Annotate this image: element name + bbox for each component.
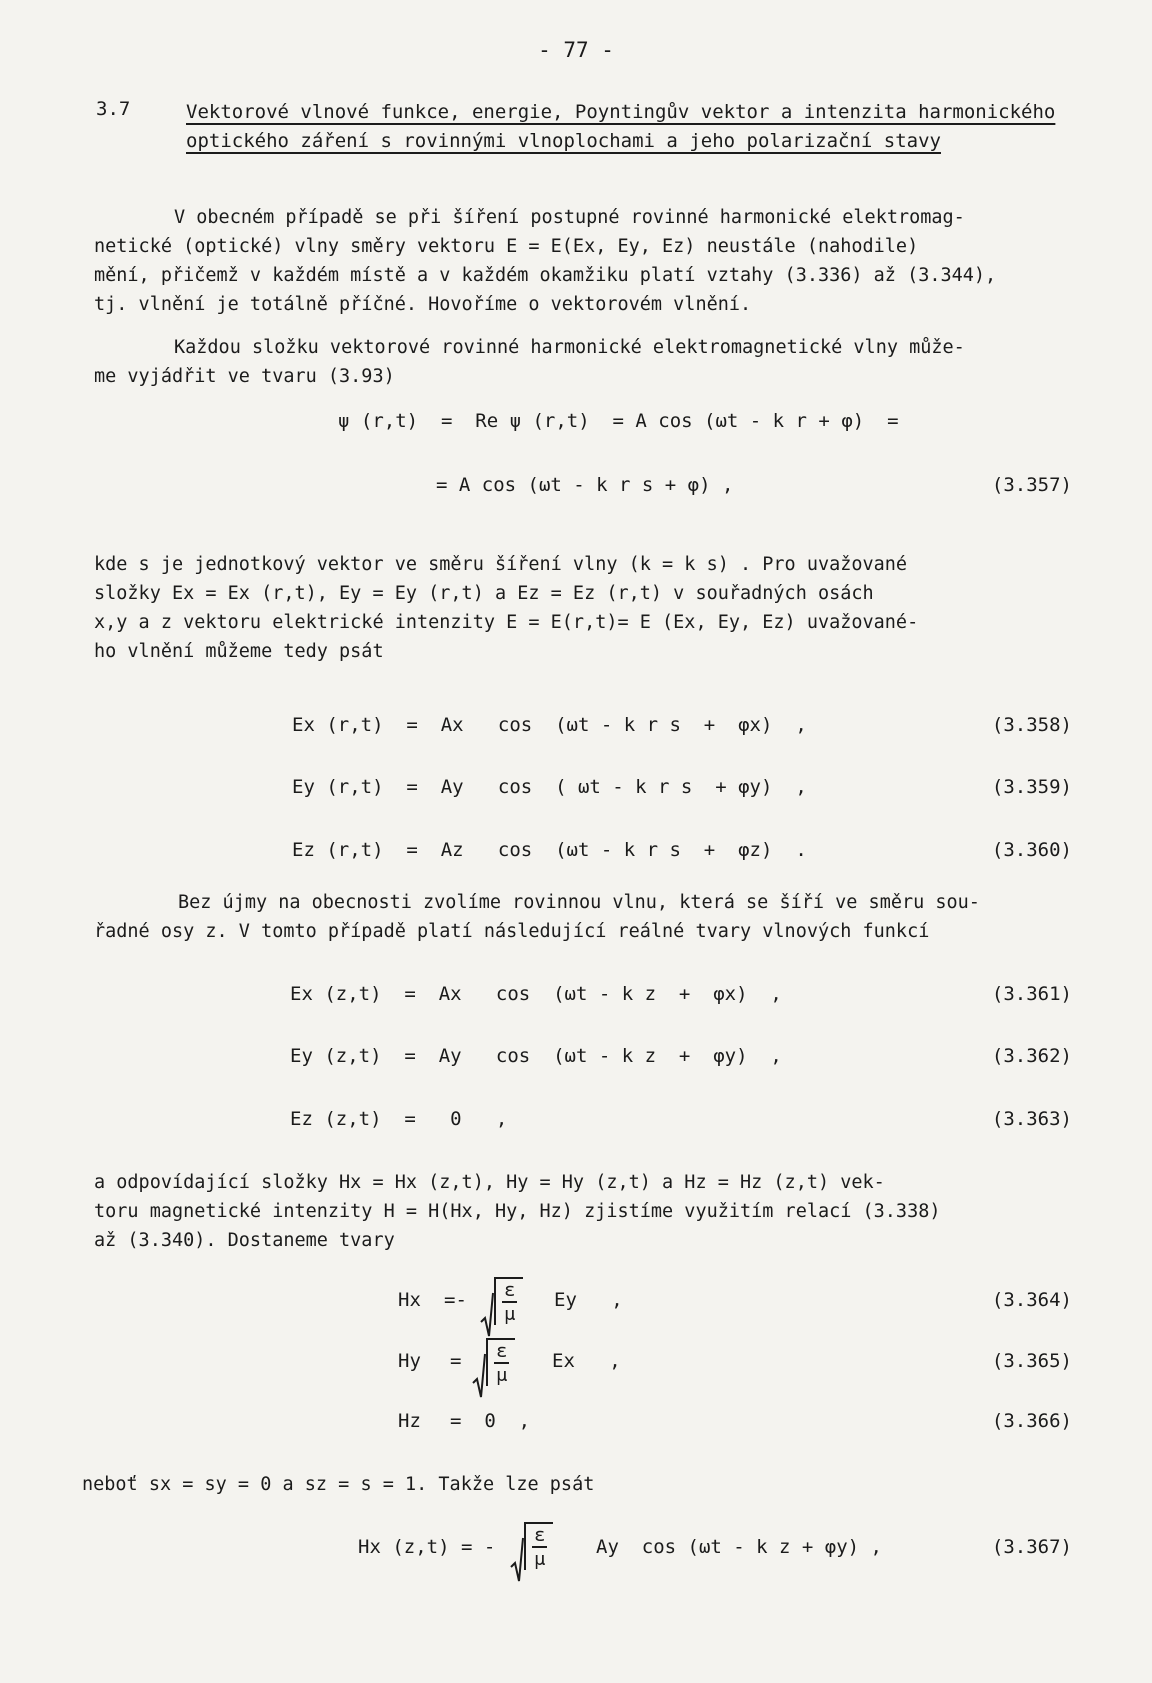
equation-lhs: Hz <box>398 1410 421 1432</box>
radical-sign-icon <box>480 1292 494 1338</box>
fraction-numerator: ε <box>504 1279 516 1301</box>
equation-lhs: Hy <box>398 1350 421 1372</box>
equation-sign: = 0 , <box>450 1410 531 1432</box>
equation-sign: =- <box>444 1289 467 1311</box>
equation-number: (3.362) <box>991 1045 1072 1067</box>
equation-row <box>0 410 1152 442</box>
square-root <box>510 1522 553 1583</box>
equation-number: (3.359) <box>991 776 1072 798</box>
equation-number: (3.361) <box>991 983 1072 1005</box>
equation-text: Ey (z,t) = Ay cos (ωt - k z + φy) , <box>290 1045 782 1067</box>
radical-sign-icon <box>472 1353 486 1399</box>
square-root <box>472 1338 515 1399</box>
equation-row <box>0 839 1152 871</box>
paragraph-4: Bez újmy na obecnosti zvolíme rovinnou vlnu, která se šíří ve směru sou- řadné osy z. V tomto případě platí následující reálné tvary vlnových funkcí <box>94 892 980 942</box>
equation-row <box>0 776 1152 808</box>
equation-number: (3.364) <box>991 1289 1072 1311</box>
page-number: - 77 - <box>538 38 614 62</box>
section-number: 3.7 <box>96 98 131 120</box>
fraction-denominator: μ <box>496 1364 508 1386</box>
equation-number: (3.360) <box>991 839 1072 861</box>
equation-text: = A cos (ωt - k r s + φ) , <box>436 474 734 496</box>
equation-lhs: Hx <box>398 1289 421 1311</box>
fraction-numerator: ε <box>534 1524 546 1546</box>
fraction <box>494 1277 523 1325</box>
equation-row <box>0 1045 1152 1077</box>
equation-row <box>0 983 1152 1015</box>
equation-number: (3.363) <box>991 1108 1072 1130</box>
equation-row <box>0 1108 1152 1140</box>
equation-sign: = <box>450 1350 462 1372</box>
equation-text: Ey (r,t) = Ay cos ( ωt - k r s + φy) , <box>292 776 807 798</box>
fraction-denominator: μ <box>534 1548 546 1570</box>
equation-row <box>0 714 1152 746</box>
section-title <box>186 98 1076 156</box>
paragraph-5: a odpovídající složky Hx = Hx (z,t), Hy = Hy (z,t) a Hz = Hz (z,t) vek- toru magnetické intenzity H = H(Hx, Hy, Hz) zjistíme využitím relací (3.338) až (3.340). Dostaneme tvary <box>94 1172 941 1251</box>
fraction-numerator: ε <box>496 1340 508 1362</box>
equation-text: Ex (r,t) = Ax cos (ωt - k r s + φx) , <box>292 714 807 736</box>
section-title-text: Vektorové vlnové funkce, energie, Poyntingův vektor a intenzita harmonického optického záření s rovinnými vlnoplochami a jeho polarizační stavy <box>186 101 1056 152</box>
equation-lhs: Hx (z,t) = - <box>358 1536 496 1558</box>
fraction <box>524 1522 553 1570</box>
equation-rhs: Ex , <box>552 1350 621 1372</box>
equation-number: (3.357) <box>991 474 1072 496</box>
paragraph-3: kde s je jednotkový vektor ve směru šíření vlny (k = k s) . Pro uvažované složky Ex = Ex (r,t), Ey = Ey (r,t) a Ez = Ez (r,t) v souřadných osách x,y a z vektoru elektrické intenzity E = E(r,t)= E (Ex, Ey, Ez) uvažované- ho vlnění můžeme tedy psát <box>94 554 919 662</box>
square-root <box>480 1277 523 1338</box>
equation-row <box>0 1277 1152 1333</box>
equation-number: (3.365) <box>991 1350 1072 1372</box>
fraction <box>486 1338 515 1386</box>
paragraph-2: Každou složku vektorové rovinné harmonické elektromagnetické vlny může- me vyjádřit ve tvaru (3.93) <box>94 337 965 387</box>
equation-row <box>0 1522 1152 1578</box>
equation-row <box>0 474 1152 506</box>
equation-row <box>0 1338 1152 1394</box>
fraction-denominator: μ <box>504 1303 516 1325</box>
equation-number: (3.366) <box>991 1410 1072 1432</box>
equation-text: ψ (r,t) = Re ψ (r,t) = A cos (ωt - k r + φ) = <box>338 410 899 432</box>
equation-row <box>0 1410 1152 1442</box>
equation-rhs: Ey , <box>554 1289 623 1311</box>
equation-number: (3.358) <box>991 714 1072 736</box>
equation-rhs: Ay cos (ωt - k z + φy) , <box>596 1536 882 1558</box>
equation-text: Ex (z,t) = Ax cos (ωt - k z + φx) , <box>290 983 782 1005</box>
equation-text: Ez (r,t) = Az cos (ωt - k r s + φz) . <box>292 839 807 861</box>
paragraph-1: V obecném případě se při šíření postupné rovinné harmonické elektromag- netické (optické) vlny směry vektoru E = E(Ex, Ey, Ez) neustále (nahodile) mění, přičemž v každém místě a v každém okamžiku platí vztahy (3.336) až (3.344), tj. vlnění je totálně příčné. Hovoříme o vektorovém vlnění. <box>94 207 997 315</box>
radical-sign-icon <box>510 1537 524 1583</box>
equation-text: Ez (z,t) = 0 , <box>290 1108 508 1130</box>
equation-number: (3.367) <box>991 1536 1072 1558</box>
paragraph-6: neboť sx = sy = 0 a sz = s = 1. Takže lze psát <box>82 1474 595 1495</box>
